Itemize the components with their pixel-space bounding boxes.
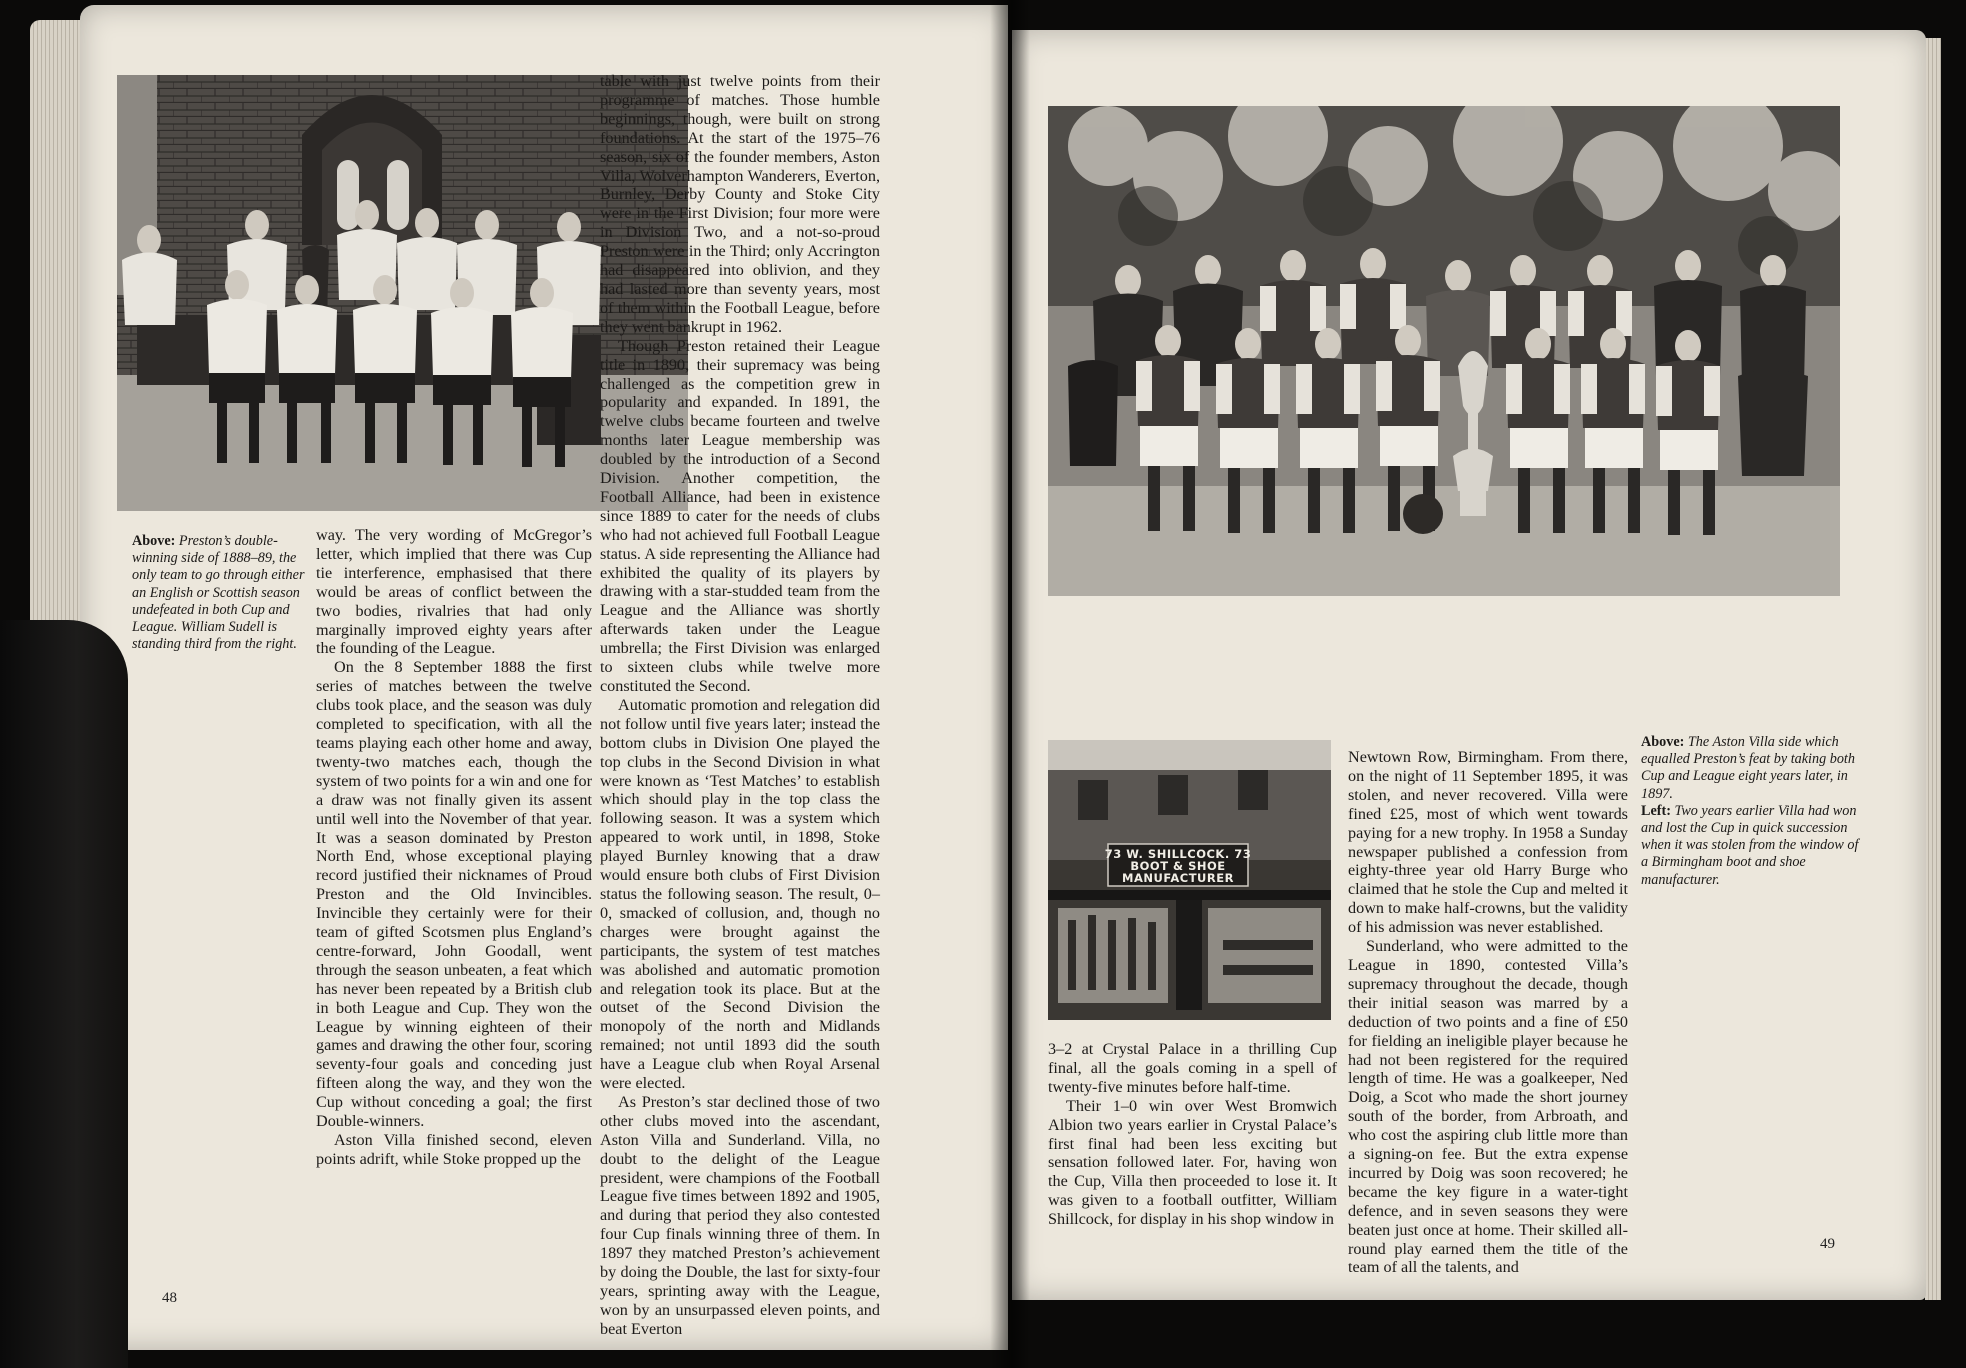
- left-page: [80, 5, 1008, 1350]
- paragraph: 3–2 at Crystal Palace in a thrilling Cup final, all the goals coming in a spell of twenty-five minutes before half-time.: [1048, 1040, 1337, 1096]
- right-page-column-middle: [1348, 748, 1628, 1277]
- page-number-right: 49: [1820, 1236, 1835, 1252]
- shop-sign-line3: MANUFACTURER: [1122, 871, 1234, 885]
- left-page-column-right: [600, 72, 880, 1339]
- paragraph: table with just twelve points from their programme of matches. Those humble beginnings, though, were built on strong foundations. At the start of the 1975–76 season, six of the founder members, Aston Villa, Wolverhampton Wanderers, Everton, Burnley, Derby County and Stoke City were in the First Division; four more were in Division Two, and a not-so-proud Preston were in the Third; only Accrington had disappeared into oblivion, and they had lasted more than seventy years, most of them within the Football League, before they went bankrupt in 1962.: [600, 72, 880, 336]
- right-page-captions: [1641, 734, 1863, 889]
- page-edges-right: [1925, 38, 1941, 1300]
- caption-text: Preston’s double-winning side of 1888–89, the only team to go through either an English or Scottish season undefeated in both Cup and League. William Sudell is standing third from the right.: [132, 533, 305, 653]
- right-page-column-left: [1048, 1040, 1337, 1229]
- book-gutter-shadow: [990, 0, 1030, 1368]
- aston-villa-team-photo: [1048, 106, 1840, 596]
- page-number-left: 48: [162, 1290, 177, 1306]
- paragraph: Automatic promotion and relegation did not follow until five years later; instead the bottom clubs in Division One played the top clubs in the Second Division in what were known as ‘Test Matches’ to establish which should play in the top class the following season. It was a system which appeared to work until, in 1898, Stoke played Burnley knowing that a draw would ensure both clubs of First Division status the following season. The result, 0–0, smacked of collusion, and, though no charges were brought against the participants, the system of test matches was abolished and automatic promotion and relegation took its place. But at the outset of the Second Division the monopoly of the north and Midlands remained; not until 1893 did the south have a League club when Royal Arsenal were elected.: [600, 695, 880, 1093]
- paragraph: Sunderland, who were admitted to the League in 1890, contested Villa’s supremacy throughout the decade, though their initial season was marred by a deduction of two points and a fine of £50 for fielding an ineligible player because he had not been registered for the required length of time. He was a goalkeeper, Ned Doig, a Scot who made the short journey south of the border, from Arbroath, and who cost the aspiring club little more than a signing-on fee. But the extra expense incurred by Doig was soon recovered; he became the key figure in a water-tight defence, and in seven seasons they were beaten just once at home. Their skilled all-round play earned them the title of the team of all the talents, and: [1348, 937, 1628, 1277]
- caption-label: Above:: [1641, 734, 1685, 750]
- caption-text: Two years earlier Villa had won and lost the Cup in quick succession when it was stolen from the window of a Birmingham boot and shoe manufacturer.: [1641, 802, 1859, 888]
- paragraph: way. The very wording of McGregor’s letter, which implied that there was Cup tie interference, emphasised that there would be areas of conflict between the two bodies, rivalries that had only marginally improved eighty years after the founding of the League.: [316, 526, 592, 658]
- right-page: [1012, 30, 1926, 1300]
- caption-text: The Aston Villa side which equalled Preston’s feat by taking both Cup and League eight years later, in 1897.: [1641, 734, 1855, 802]
- paragraph: As Preston’s star declined those of two other clubs moved into the ascendant, Aston Villa and Sunderland. Villa, no doubt to the delight of the League president, were champions of the Football League five times between 1892 and 1905, and during that period they also contested four Cup finals winning three of them. In 1897 they matched Preston’s achievement by doing the Double, the last for sixty-four years, sprinting away with the League, won by an unsurpassed eleven points, and beat Everton: [600, 1092, 880, 1338]
- paragraph: On the 8 September 1888 the first series of matches between the twelve clubs took place, and the season was duly completed to specification, with all the teams playing each other home and away, twenty-two matches each, though the system of two points for a win and one for a draw was not finally given its assent until well into the November of that year. It was a season dominated by Preston North End, whose exceptional playing record justified their nicknames of Proud Preston and the Old Invincibles. Invincible they certainly were for their team of gifted Scotsmen plus England’s centre-forward, John Goodall, went through the season unbeaten, a feat which has never been repeated by a British club in both League and Cup. They won the League by winning eighteen of their games and drawing the other four, scoring seventy-four goals and conceding just fifteen along the way, and they won the Cup without conceding a goal; the first Double-winners.: [316, 658, 592, 1131]
- paragraph: Newtown Row, Birmingham. From there, on the night of 11 September 1895, it was stolen, and never recovered. Villa were fined £25, most of which went towards paying for a new trophy. In 1958 a Sunday newspaper published a confession from eighty-three year old Harry Burge who claimed that he stole the Cup and melted it down to make half-crowns, but the validity of his admission was never established.: [1348, 748, 1628, 937]
- paragraph: Their 1–0 win over West Bromwich Albion two years earlier in Crystal Palace’s first final had been less exciting but sensation followed later. For, having won the Cup, Villa then proceeded to lose it. It was given to a football outfitter, William Shillcock, for display in his shop window in: [1048, 1096, 1337, 1229]
- shop-sign-line1: 73 W. SHILLCOCK. 73: [1104, 847, 1252, 861]
- paragraph: Though Preston retained their League title in 1890, their supremacy was being challenged as the competition grew in popularity and expanded. In 1891, the twelve clubs became fourteen and twelve months later League membership was doubled by the introduction of a Second Division. Another competition, the Football Alliance, had been in existence since 1889 to cater for the needs of clubs who had not achieved full Football League status. A side representing the Alliance had exhibited the quality of its players by drawing with a star-studded team from the League and the Alliance was shortly afterwards taken under the League umbrella; the First Division was enlarged to sixteen clubs while twelve more constituted the Second.: [600, 336, 880, 695]
- shop-sign-line2: BOOT & SHOE: [1130, 859, 1226, 873]
- left-page-column-middle: [316, 526, 592, 1169]
- paragraph: Aston Villa finished second, eleven points adrift, while Stoke propped up the: [316, 1131, 592, 1168]
- preston-photo-caption: [132, 533, 312, 653]
- caption-label: Above:: [132, 533, 176, 549]
- caption-label: Left:: [1641, 802, 1671, 819]
- shillcock-shop-photo: [1048, 740, 1331, 1020]
- thumb-holding-page: [0, 620, 128, 1368]
